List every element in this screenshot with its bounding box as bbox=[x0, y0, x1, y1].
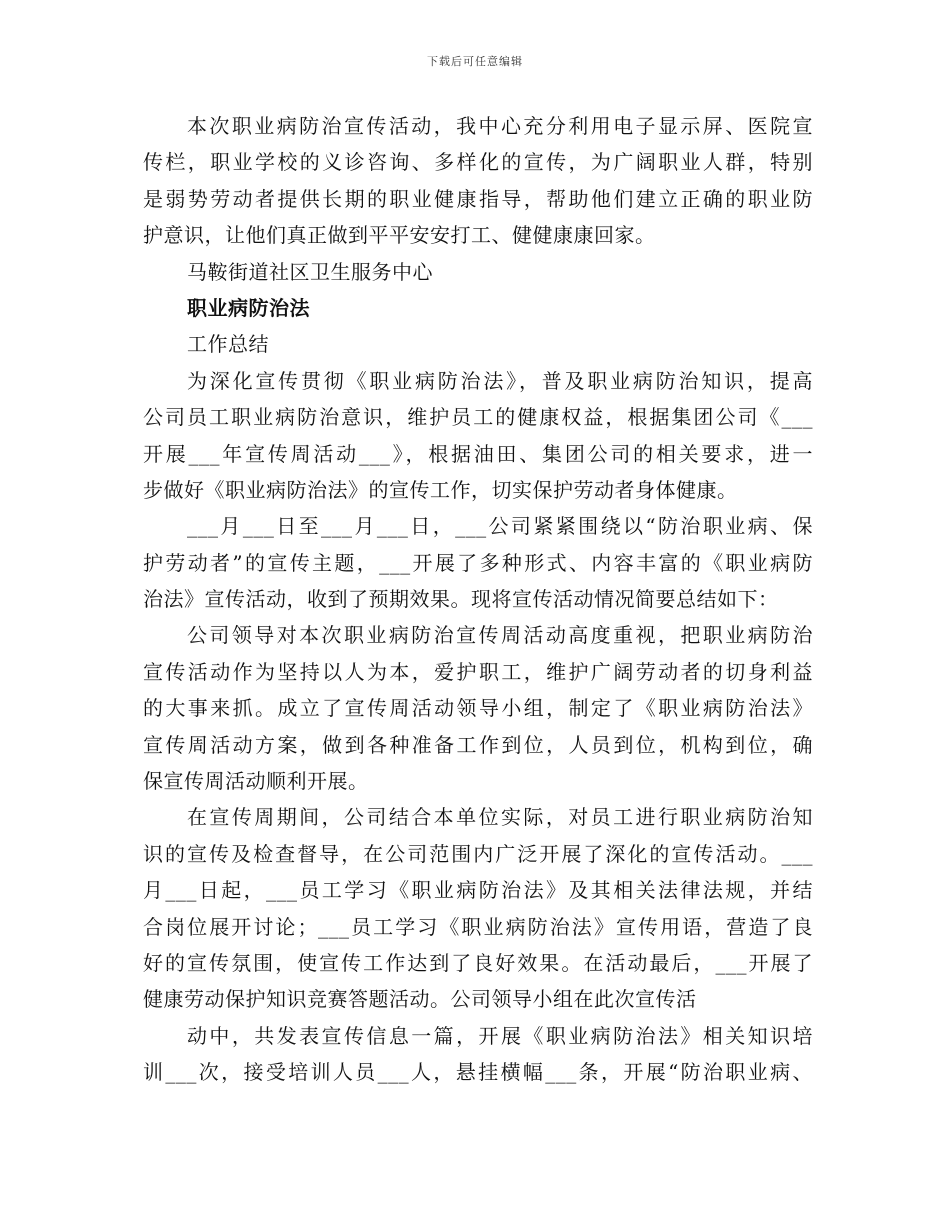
paragraph-line: 本次职业病防治宣传活动，我中心充分利用电子显示屏、医院宣 bbox=[187, 114, 813, 138]
paragraph-line: 宣传活动作为坚持以人为本，爱护职工，维护广阔劳动者的切身利益 bbox=[143, 659, 813, 684]
paragraph-line: 治法》宣传活动，收到了预期效果。现将宣传活动情况简要总结如下： bbox=[143, 587, 779, 612]
paragraph-line: ___月___日至___月___日，___公司紧紧围绕以“防治职业病、保 bbox=[187, 514, 813, 539]
paragraph-line: 公司员工职业病防治意识，维护员工的健康权益，根据集团公司《___ bbox=[143, 405, 813, 430]
paragraph-line: 好的宣传氛围，使宣传工作达到了良好效果。在活动最后，___开展了 bbox=[143, 950, 813, 975]
paragraph-line: 宣传周活动方案，做到各种准备工作到位，人员到位，机构到位，确 bbox=[143, 732, 813, 757]
paragraph-line: 月___日起，___员工学习《职业病防治法》及其相关法律法规，并结 bbox=[143, 878, 813, 903]
paragraph-line: 健康劳动保护知识竞赛答题活动。公司领导小组在此次宣传活 bbox=[143, 987, 697, 1012]
paragraph-line: 步做好《职业病防治法》的宣传工作，切实保护劳动者身体健康。 bbox=[143, 477, 738, 502]
paragraph-line: 开展___年宣传周活动___》，根据油田、集团公司的相关要求，进一 bbox=[143, 441, 813, 466]
paragraph-line: 公司领导对本次职业病防治宣传周活动高度重视，把职业病防治 bbox=[187, 623, 813, 648]
section-subtitle: 工作总结 bbox=[187, 332, 269, 357]
page-header: 下载后可任意编辑 bbox=[427, 55, 523, 68]
paragraph-line: 合岗位展开讨论；___员工学习《职业病防治法》宣传用语，营造了良 bbox=[143, 914, 813, 939]
document-body bbox=[143, 108, 813, 1091]
paragraph-line: 传栏，职业学校的义诊咨询、多样化的宣传，为广阔职业人群，特别 bbox=[143, 150, 813, 175]
paragraph-line: 动中，共发表宣传信息一篇，开展《职业病防治法》相关知识培 bbox=[187, 1023, 813, 1048]
paragraph-line: 识的宣传及检查督导，在公司范围内广泛开展了深化的宣传活动。___ bbox=[143, 841, 813, 866]
paragraph-line: 在宣传周期间，公司结合本单位实际，对员工进行职业病防治知 bbox=[187, 805, 813, 830]
paragraph-line: 的大事来抓。成立了宣传周活动领导小组，制定了《职业病防治法》 bbox=[143, 696, 813, 721]
organization-name: 马鞍街道社区卫生服务中心 bbox=[187, 259, 433, 284]
paragraph-line: 为深化宣传贯彻《职业病防治法》，普及职业病防治知识，提高 bbox=[187, 368, 813, 393]
paragraph-line: 训___次，接受培训人员___人，悬挂横幅___条，开展“防治职业病、 bbox=[143, 1060, 813, 1085]
paragraph-line: 护劳动者”的宣传主题，___开展了多种形式、内容丰富的《职业病防 bbox=[143, 550, 813, 575]
paragraph-line: 是弱势劳动者提供长期的职业健康指导，帮助他们建立正确的职业防 bbox=[143, 186, 813, 211]
paragraph-line: 护意识，让他们真正做到平平安安打工、健健康康回家。 bbox=[143, 223, 656, 248]
paragraph-line: 保宣传周活动顺利开展。 bbox=[143, 769, 369, 794]
section-heading: 职业病防治法 bbox=[187, 295, 310, 320]
